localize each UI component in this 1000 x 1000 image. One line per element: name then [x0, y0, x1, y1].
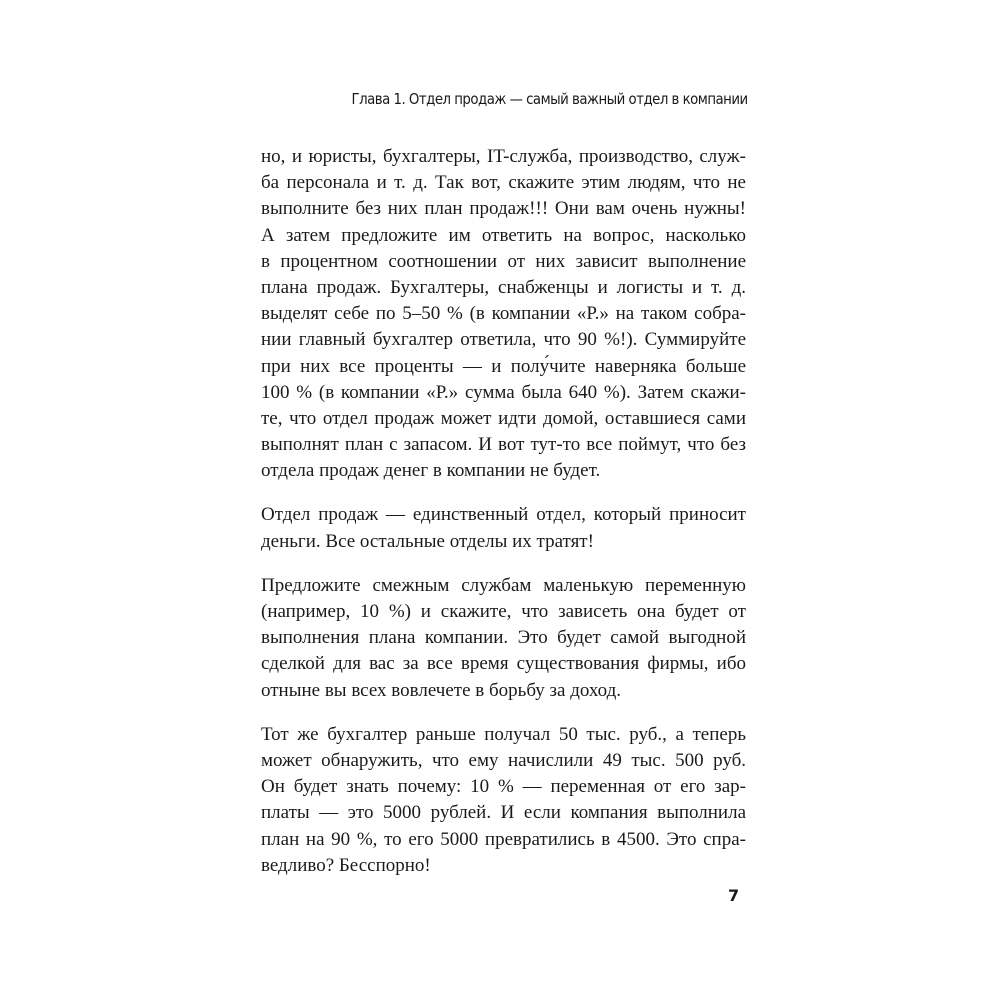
text-line: Он будет знать почему: 10 % — переменная от его зар-	[261, 776, 746, 798]
text-line: сделкой для вас за все время существования фирмы, ибо	[261, 653, 746, 675]
text-line: ба персонала и т. д. Так вот, скажите этим людям, что не	[261, 172, 746, 194]
body-text	[261, 144, 746, 897]
text-line: ведливо? Бесспорно!	[261, 854, 431, 876]
paragraph-1	[261, 144, 746, 484]
text-line: деньги. Все остальные отделы их тратят!	[261, 530, 594, 552]
paragraph-4	[261, 722, 746, 879]
text-line: при них все проценты — и полу́чите наверняка больше	[261, 355, 746, 377]
text-line: нии главный бухгалтер ответила, что 90 %!). Суммируйте	[261, 329, 746, 351]
text-line: выполнения плана компании. Это будет самой выгодной	[261, 627, 746, 649]
text-line: выделят себе по 5–50 % (в компании «Р.» на таком собра-	[261, 303, 746, 325]
text-line: в процентном соотношении от них зависит выполнение	[261, 250, 746, 272]
text-line: отдела продаж денег в компании не будет.	[261, 460, 601, 482]
text-line: А затем предложите им ответить на вопрос, насколько	[261, 224, 746, 246]
text-line: Предложите смежным службам маленькую переменную	[261, 574, 746, 596]
text-line: Отдел продаж — единственный отдел, который приносит	[261, 504, 746, 526]
paragraph-3	[261, 573, 746, 704]
text-line: выполнят план с запасом. И вот тут-то все поймут, что без	[261, 434, 746, 456]
text-line: платы — это 5000 рублей. И если компания выполнила	[261, 802, 746, 824]
text-line: те, что отдел продаж может идти домой, оставшиеся сами	[261, 407, 746, 429]
text-line: может обнаружить, что ему начислили 49 тыс. 500 руб.	[261, 749, 746, 771]
text-line: (например, 10 %) и скажите, что зависеть она будет от	[261, 601, 746, 622]
text-line: план на 90 %, то его 5000 превратились в 4500. Это спра-	[261, 828, 746, 850]
page-number: 7	[728, 886, 740, 905]
text-line: но, и юристы, бухгалтеры, IT-служба, производство, служ-	[261, 146, 746, 167]
text-line: Тот же бухгалтер раньше получал 50 тыс. руб., а теперь	[261, 723, 746, 745]
text-line: 100 % (в компании «Р.» сумма была 640 %). Затем скажи-	[261, 381, 746, 403]
text-line: выполните без них план продаж!!! Они вам очень нужны!	[261, 198, 746, 220]
text-line: отныне вы всех вовлечете в борьбу за доход.	[261, 679, 622, 701]
running-header: Глава 1. Отдел продаж — самый важный отдел в компании	[351, 90, 748, 108]
paragraph-2	[261, 502, 746, 554]
text-line: плана продаж. Бухгалтеры, снабженцы и логисты и т. д.	[261, 276, 746, 298]
